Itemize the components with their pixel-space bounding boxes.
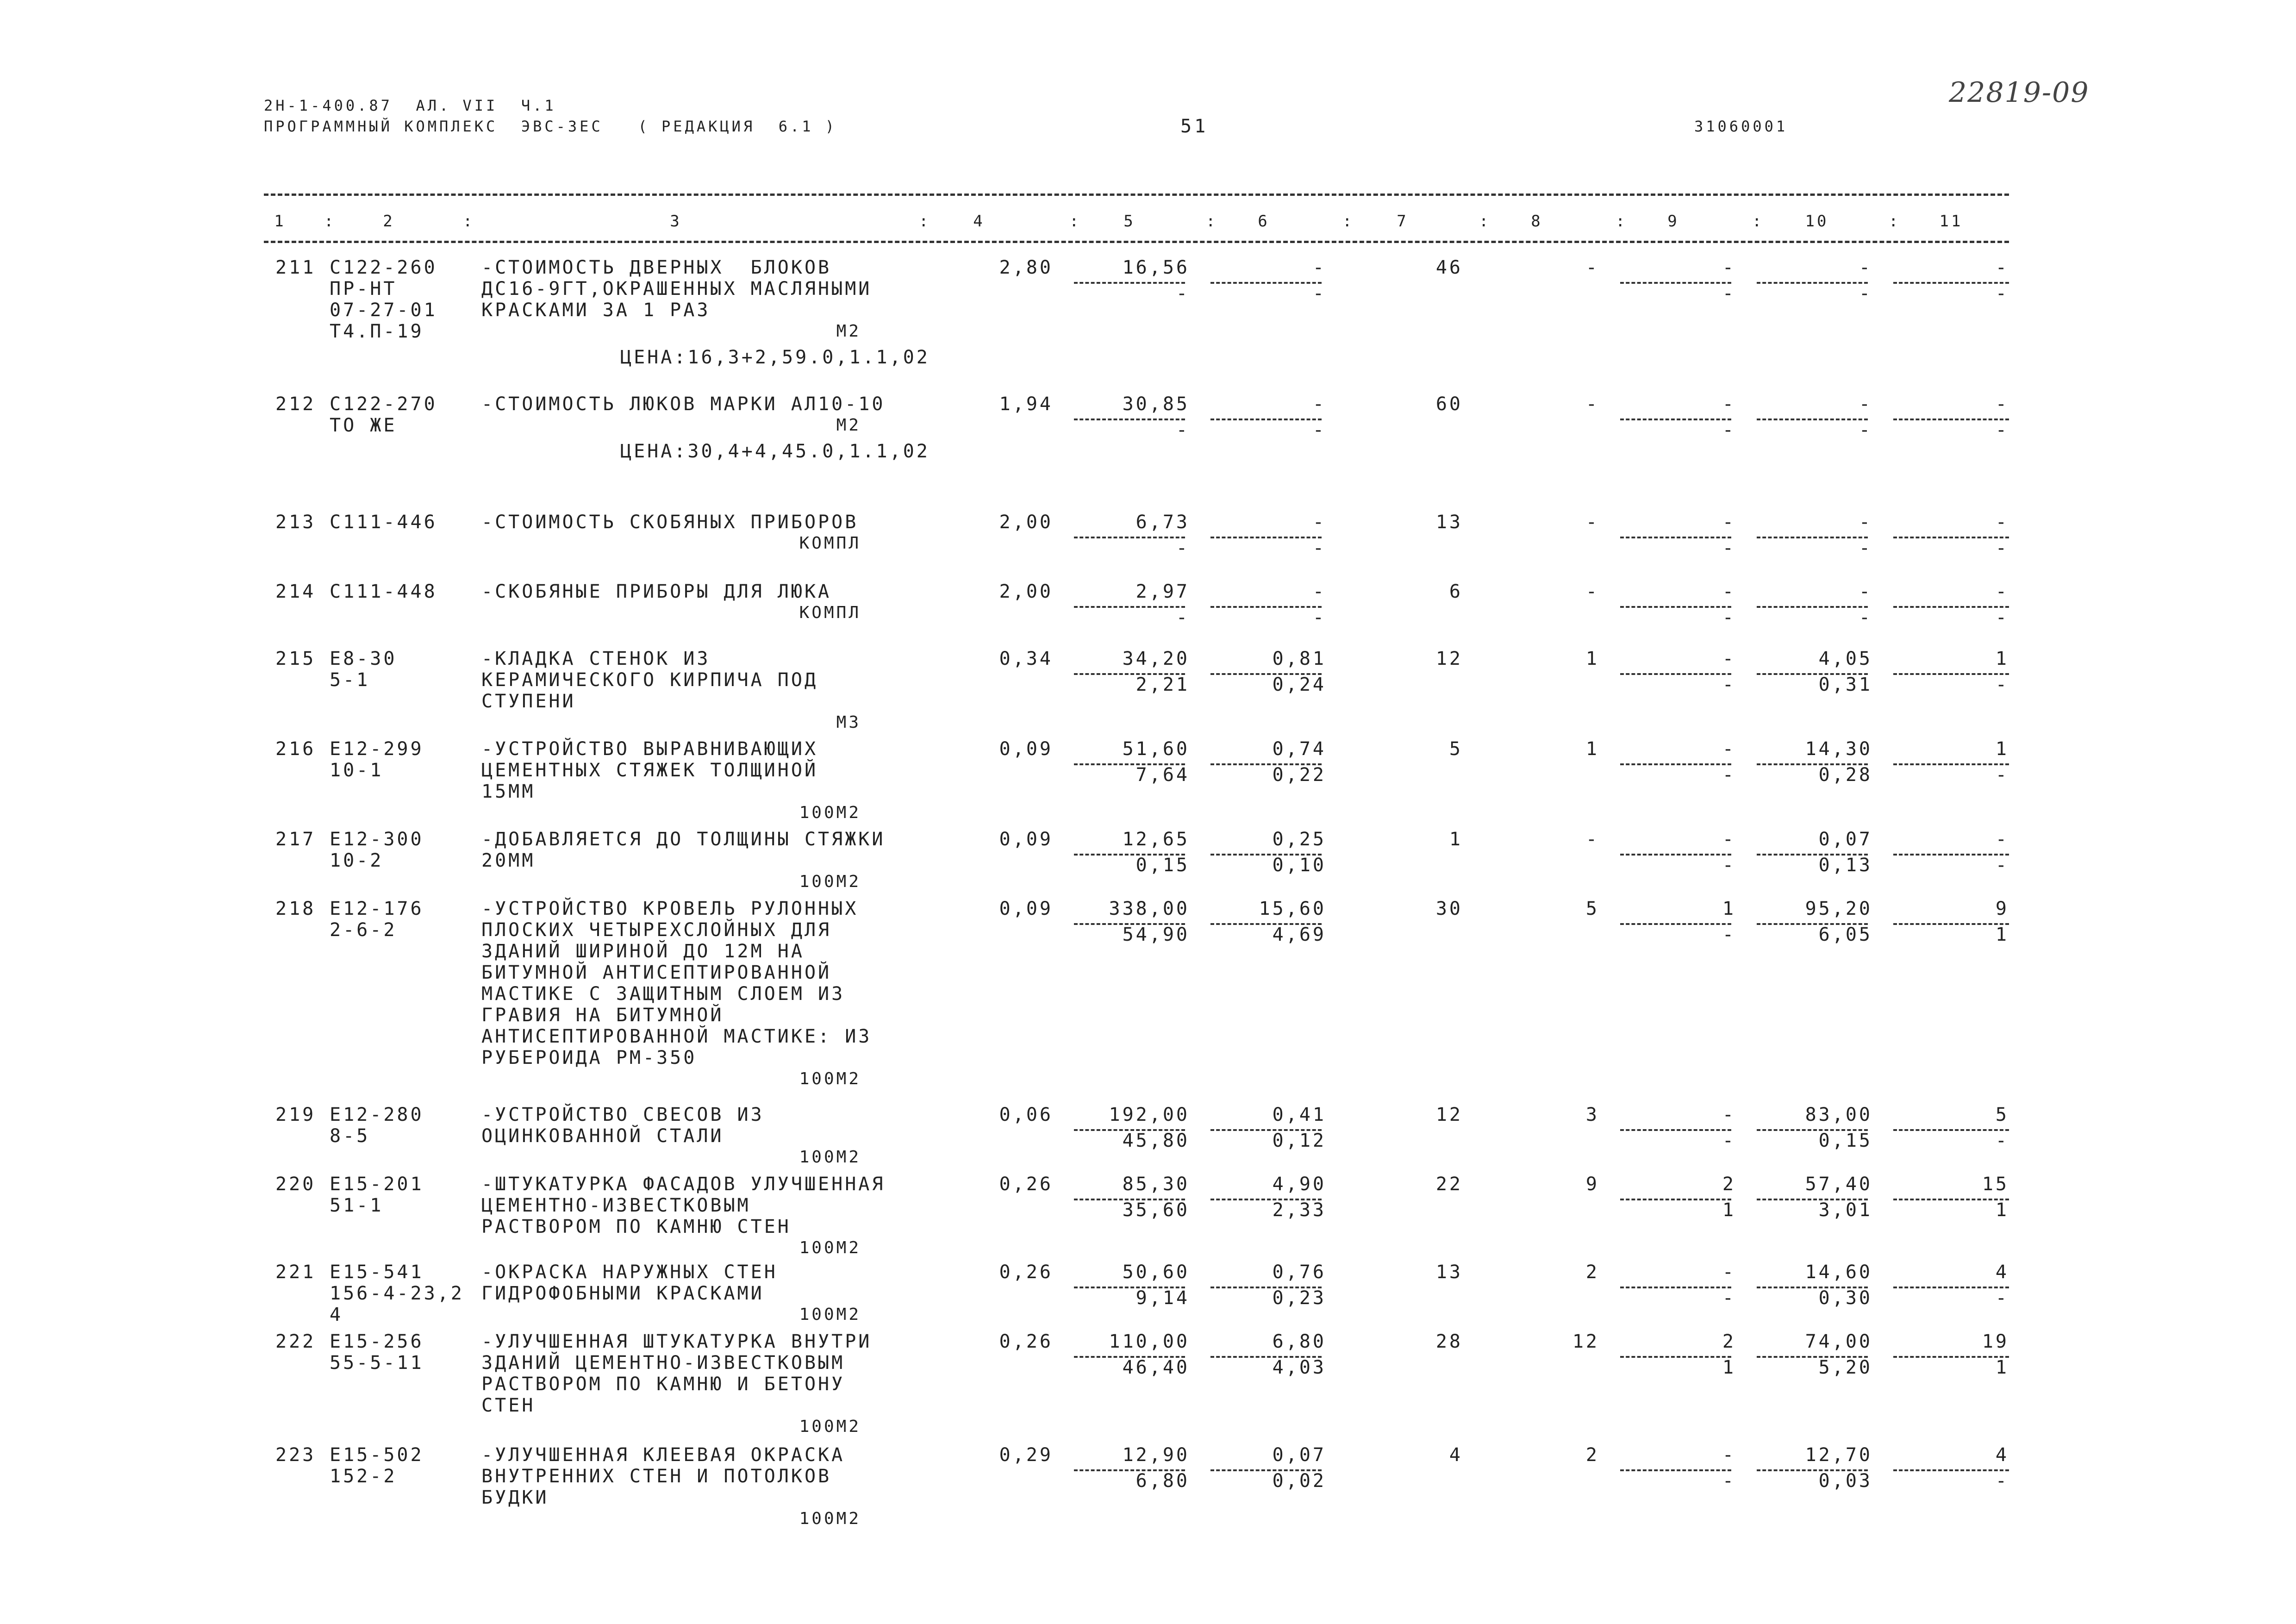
value-c6b: 0,22 [1272, 764, 1326, 786]
value-c5: 12,90 [1122, 1444, 1190, 1466]
row-number: 219 [275, 1104, 316, 1125]
value-c8: - [1585, 257, 1599, 278]
work-description: -СКОБЯНЫЕ ПРИБОРЫ ДЛЯ ЛЮКА [481, 581, 832, 602]
value-c9b: - [1722, 924, 1736, 945]
value-c9: - [1722, 738, 1736, 760]
value-c6b: 0,23 [1272, 1287, 1326, 1309]
value-c5b: 0,15 [1136, 855, 1190, 876]
work-description: 20ММ [481, 850, 536, 871]
unit: 100М2 [799, 803, 861, 822]
value-c6: 0,74 [1272, 738, 1326, 760]
value-c11: 1 [1995, 648, 2009, 669]
column-header: 4 [973, 212, 985, 231]
row-number: 218 [275, 898, 316, 919]
column-separator: : [1342, 212, 1354, 231]
work-description: -КЛАДКА СТЕНОК ИЗ [481, 648, 711, 669]
value-c5b: 54,90 [1122, 924, 1190, 945]
row-number: 212 [275, 394, 316, 415]
value-c10b: 0,31 [1818, 674, 1872, 695]
value-c9b: - [1722, 607, 1736, 628]
price-formula: ЦЕНА:30,4+4,45.0,1.1,02 [620, 441, 930, 462]
value-c8: 1 [1585, 648, 1599, 669]
value-c11b: - [1995, 764, 2009, 786]
work-description: -ДОБАВЛЯЕТСЯ ДО ТОЛЩИНЫ СТЯЖКИ [481, 829, 886, 850]
row-number: 221 [275, 1262, 316, 1283]
unit: КОМПЛ [799, 534, 861, 553]
work-description: -УЛУЧШЕННАЯ ШТУКАТУРКА ВНУТРИ [481, 1331, 872, 1352]
row-number: 217 [275, 829, 316, 850]
norm-code: С122-270 [330, 394, 437, 415]
value-c11b: 1 [1995, 1357, 2009, 1378]
value-c9b: - [1722, 1130, 1736, 1151]
value-c11: - [1995, 829, 2009, 850]
value-c7: 22 [1435, 1174, 1463, 1195]
value-c11b: - [1995, 537, 2009, 559]
value-c7: 46 [1435, 257, 1463, 278]
value-c5: 12,65 [1122, 829, 1190, 850]
norm-code: 10-1 [330, 760, 384, 781]
norm-code: Е12-280 [330, 1104, 424, 1125]
handwritten-stamp: 22819-09 [1949, 76, 2090, 109]
column-separator: : [1752, 212, 1764, 231]
column-separator: : [1889, 212, 1901, 231]
value-c10b: - [1859, 607, 1872, 628]
value-c8: 2 [1585, 1444, 1599, 1466]
value-c10: - [1859, 512, 1872, 533]
norm-code: 8-5 [330, 1125, 370, 1147]
value-c6b: - [1312, 283, 1326, 304]
value-c6b: 4,03 [1272, 1357, 1326, 1378]
work-description: СТУПЕНИ [481, 691, 576, 712]
value-c10: 14,60 [1805, 1262, 1872, 1283]
value-c5b: - [1176, 419, 1190, 441]
value-c5: 338,00 [1109, 898, 1190, 919]
value-c9: - [1722, 1444, 1736, 1466]
work-description: -СТОИМОСТЬ СКОБЯНЫХ ПРИБОРОВ [481, 512, 859, 533]
value-c11: 19 [1982, 1331, 2009, 1352]
value-c7: 5 [1449, 738, 1463, 760]
value-c9: - [1722, 829, 1736, 850]
value-c11b: - [1995, 283, 2009, 304]
value-c10: - [1859, 581, 1872, 602]
work-description: ЦЕМЕНТНО-ИЗВЕСТКОВЫМ [481, 1195, 751, 1216]
value-c8: 5 [1585, 898, 1599, 919]
value-c7: 13 [1435, 1262, 1463, 1283]
value-c4: 0,06 [999, 1104, 1053, 1125]
work-description: КРАСКАМИ ЗА 1 РАЗ [481, 300, 711, 321]
column-header: 3 [670, 212, 682, 231]
unit: 100М2 [799, 1417, 861, 1436]
value-c8: - [1585, 394, 1599, 415]
value-c8: - [1585, 512, 1599, 533]
column-separator: : [463, 212, 475, 231]
column-header: 6 [1258, 212, 1270, 231]
norm-code: Е15-502 [330, 1444, 424, 1466]
work-description: -УСТРОЙСТВО ВЫРАВНИВАЮЩИХ [481, 738, 818, 760]
value-c10: 95,20 [1805, 898, 1872, 919]
value-c10: 14,30 [1805, 738, 1872, 760]
row-number: 223 [275, 1444, 316, 1466]
value-c5: 2,97 [1136, 581, 1190, 602]
value-c5b: - [1176, 283, 1190, 304]
work-description: 15ММ [481, 781, 536, 802]
value-c10b: 0,28 [1818, 764, 1872, 786]
value-c9b: - [1722, 764, 1736, 786]
work-description: ОЦИНКОВАННОЙ СТАЛИ [481, 1125, 724, 1147]
value-c9b: 1 [1722, 1199, 1736, 1221]
header-bottom-rule [264, 241, 2009, 243]
price-formula: ЦЕНА:16,3+2,59.0,1.1,02 [620, 347, 930, 368]
value-c11: 1 [1995, 738, 2009, 760]
value-c5: 16,56 [1122, 257, 1190, 278]
value-c6: - [1312, 512, 1326, 533]
value-c5b: 35,60 [1122, 1199, 1190, 1221]
value-c5b: 6,80 [1136, 1470, 1190, 1492]
value-c11: - [1995, 581, 2009, 602]
norm-code: 2-6-2 [330, 919, 397, 941]
value-c10b: 6,05 [1818, 924, 1872, 945]
value-c7: 1 [1449, 829, 1463, 850]
unit: М2 [836, 322, 861, 341]
column-header: 2 [383, 212, 395, 231]
norm-code: ПР-НТ [330, 278, 397, 300]
norm-code: Е12-300 [330, 829, 424, 850]
row-number: 215 [275, 648, 316, 669]
value-c8: - [1585, 829, 1599, 850]
work-description: -УЛУЧШЕННАЯ КЛЕЕВАЯ ОКРАСКА [481, 1444, 845, 1466]
value-c4: 0,09 [999, 829, 1053, 850]
value-c8: 9 [1585, 1174, 1599, 1195]
value-c6: 6,80 [1272, 1331, 1326, 1352]
value-c10: 57,40 [1805, 1174, 1872, 1195]
value-c11b: 1 [1995, 1199, 2009, 1221]
value-c10: 4,05 [1818, 648, 1872, 669]
unit: 100М2 [799, 872, 861, 891]
document-code: 31060001 [1694, 118, 1788, 135]
norm-code: 4 [330, 1304, 343, 1325]
value-c11b: - [1995, 855, 2009, 876]
value-c6b: - [1312, 419, 1326, 441]
value-c5b: 7,64 [1136, 764, 1190, 786]
value-c6: 0,25 [1272, 829, 1326, 850]
value-c6b: - [1312, 607, 1326, 628]
value-c5b: 46,40 [1122, 1357, 1190, 1378]
value-c9b: - [1722, 537, 1736, 559]
value-c9: - [1722, 1262, 1736, 1283]
norm-code: 5-1 [330, 669, 370, 691]
unit: 100М2 [799, 1069, 861, 1088]
table-top-rule [264, 194, 2009, 196]
norm-code: 55-5-11 [330, 1352, 424, 1374]
column-separator: : [1479, 212, 1491, 231]
value-c9: 2 [1722, 1174, 1736, 1195]
row-number: 220 [275, 1174, 316, 1195]
value-c8: 12 [1572, 1331, 1599, 1352]
value-c6: - [1312, 257, 1326, 278]
work-description: ЦЕМЕНТНЫХ СТЯЖЕК ТОЛЩИНОЙ [481, 760, 818, 781]
value-c11b: 1 [1995, 924, 2009, 945]
value-c5: 30,85 [1122, 394, 1190, 415]
value-c5b: - [1176, 537, 1190, 559]
value-c5: 50,60 [1122, 1262, 1190, 1283]
value-c11b: - [1995, 1470, 2009, 1492]
work-description: БУДКИ [481, 1487, 549, 1508]
work-description: -СТОИМОСТЬ ЛЮКОВ МАРКИ АЛ10-10 [481, 394, 886, 415]
row-number: 222 [275, 1331, 316, 1352]
value-c9: - [1722, 394, 1736, 415]
column-header: 7 [1397, 212, 1409, 231]
value-c11: 15 [1982, 1174, 2009, 1195]
value-c4: 0,26 [999, 1174, 1053, 1195]
value-c9b: - [1722, 1470, 1736, 1492]
value-c6b: 0,10 [1272, 855, 1326, 876]
norm-code: ТО ЖЕ [330, 415, 397, 436]
column-header: 9 [1667, 212, 1679, 231]
value-c6: 4,90 [1272, 1174, 1326, 1195]
value-c6: 0,81 [1272, 648, 1326, 669]
value-c6b: 4,69 [1272, 924, 1326, 945]
work-description: СТЕН [481, 1395, 536, 1416]
value-c5: 51,60 [1122, 738, 1190, 760]
value-c4: 2,00 [999, 581, 1053, 602]
norm-code: С111-448 [330, 581, 437, 602]
value-c11: 9 [1995, 898, 2009, 919]
column-header: 10 [1805, 212, 1829, 231]
value-c10b: 0,13 [1818, 855, 1872, 876]
work-description: -СТОИМОСТЬ ДВЕРНЫХ БЛОКОВ [481, 257, 832, 278]
program-title: ПРОГРАММНЫЙ КОМПЛЕКС ЭВС-ЗЕС ( РЕДАКЦИЯ 6.1 ) [264, 118, 837, 135]
column-header: 11 [1939, 212, 1963, 231]
row-number: 214 [275, 581, 316, 602]
value-c5: 85,30 [1122, 1174, 1190, 1195]
column-separator: : [919, 212, 931, 231]
value-c6b: 0,02 [1272, 1470, 1326, 1492]
value-c10: 74,00 [1805, 1331, 1872, 1352]
work-description: ГИДРОФОБНЫМИ КРАСКАМИ [481, 1283, 764, 1304]
value-c9b: - [1722, 674, 1736, 695]
value-c6: 0,07 [1272, 1444, 1326, 1466]
unit: 100М2 [799, 1305, 861, 1324]
value-c7: 4 [1449, 1444, 1463, 1466]
value-c9b: - [1722, 1287, 1736, 1309]
value-c5b: - [1176, 607, 1190, 628]
row-number: 216 [275, 738, 316, 760]
value-c5b: 45,80 [1122, 1130, 1190, 1151]
value-c10b: 0,15 [1818, 1130, 1872, 1151]
norm-code: Е8-30 [330, 648, 397, 669]
value-c10b: 0,03 [1818, 1470, 1872, 1492]
value-c9b: - [1722, 283, 1736, 304]
value-c9: - [1722, 581, 1736, 602]
value-c8: 1 [1585, 738, 1599, 760]
value-c9: - [1722, 1104, 1736, 1125]
value-c9b: - [1722, 419, 1736, 441]
unit: М2 [836, 416, 861, 435]
value-c10: 83,00 [1805, 1104, 1872, 1125]
value-c7: 28 [1435, 1331, 1463, 1352]
unit: М3 [836, 713, 861, 732]
value-c10: 0,07 [1818, 829, 1872, 850]
value-c5: 34,20 [1122, 648, 1190, 669]
work-description: РАСТВОРОМ ПО КАМНЮ И БЕТОНУ [481, 1374, 845, 1395]
value-c7: 13 [1435, 512, 1463, 533]
row-number: 211 [275, 257, 316, 278]
value-c11: - [1995, 512, 2009, 533]
value-c5b: 2,21 [1136, 674, 1190, 695]
value-c10b: 3,01 [1818, 1199, 1872, 1221]
value-c11b: - [1995, 607, 2009, 628]
value-c10: 12,70 [1805, 1444, 1872, 1466]
value-c10: - [1859, 257, 1872, 278]
value-c11b: - [1995, 674, 2009, 695]
value-c8: - [1585, 581, 1599, 602]
work-description: ВНУТРЕННИХ СТЕН И ПОТОЛКОВ [481, 1466, 832, 1487]
norm-code: 156-4-23,2 [330, 1283, 464, 1304]
value-c10b: - [1859, 537, 1872, 559]
value-c4: 0,09 [999, 738, 1053, 760]
doc-reference: 2Н-1-400.87 АЛ. VII Ч.1 [264, 97, 556, 114]
value-c6b: 2,33 [1272, 1199, 1326, 1221]
value-c7: 30 [1435, 898, 1463, 919]
column-separator: : [1616, 212, 1628, 231]
value-c6: 0,41 [1272, 1104, 1326, 1125]
column-separator: : [324, 212, 336, 231]
work-description: АНТИСЕПТИРОВАННОЙ МАСТИКЕ: ИЗ [481, 1026, 872, 1047]
work-description: ГРАВИЯ НА БИТУМНОЙ [481, 1005, 724, 1026]
work-description: РУБЕРОИДА РМ-350 [481, 1047, 697, 1068]
norm-code: Е12-176 [330, 898, 424, 919]
norm-code: Т4.П-19 [330, 321, 424, 342]
norm-code: Е15-541 [330, 1262, 424, 1283]
work-description: ЗДАНИЙ ЦЕМЕНТНО-ИЗВЕСТКОВЫМ [481, 1352, 845, 1374]
norm-code: Е12-299 [330, 738, 424, 760]
value-c10b: 0,30 [1818, 1287, 1872, 1309]
value-c11: - [1995, 257, 2009, 278]
value-c11: 4 [1995, 1444, 2009, 1466]
value-c5: 110,00 [1109, 1331, 1190, 1352]
work-description: ДС16-9ГТ,ОКРАШЕННЫХ МАСЛЯНЫМИ [481, 278, 872, 300]
value-c9: - [1722, 512, 1736, 533]
value-c6b: 0,12 [1272, 1130, 1326, 1151]
value-c6: 15,60 [1259, 898, 1326, 919]
unit: 100М2 [799, 1238, 861, 1257]
value-c9b: 1 [1722, 1357, 1736, 1378]
value-c4: 2,00 [999, 512, 1053, 533]
norm-code: 07-27-01 [330, 300, 437, 321]
norm-code: 10-2 [330, 850, 384, 871]
value-c11b: - [1995, 1287, 2009, 1309]
norm-code: С111-446 [330, 512, 437, 533]
value-c8: 3 [1585, 1104, 1599, 1125]
value-c4: 2,80 [999, 257, 1053, 278]
value-c9b: - [1722, 855, 1736, 876]
value-c7: 12 [1435, 648, 1463, 669]
value-c6b: - [1312, 537, 1326, 559]
unit: КОМПЛ [799, 603, 861, 622]
value-c5b: 9,14 [1136, 1287, 1190, 1309]
norm-code: С122-260 [330, 257, 437, 278]
work-description: -ОКРАСКА НАРУЖНЫХ СТЕН [481, 1262, 778, 1283]
work-description: КЕРАМИЧЕСКОГО КИРПИЧА ПОД [481, 669, 818, 691]
column-header: 5 [1123, 212, 1136, 231]
value-c8: 2 [1585, 1262, 1599, 1283]
value-c4: 0,34 [999, 648, 1053, 669]
value-c11: 5 [1995, 1104, 2009, 1125]
value-c6: - [1312, 394, 1326, 415]
column-separator: : [1206, 212, 1218, 231]
unit: 100М2 [799, 1509, 861, 1528]
value-c5: 6,73 [1136, 512, 1190, 533]
value-c9: 1 [1722, 898, 1736, 919]
norm-code: 152-2 [330, 1466, 397, 1487]
work-description: ПЛОСКИХ ЧЕТЫРЕХСЛОЙНЫХ ДЛЯ [481, 919, 832, 941]
column-header: 1 [274, 212, 286, 231]
column-header: 8 [1531, 212, 1543, 231]
value-c11b: - [1995, 1130, 2009, 1151]
value-c10b: - [1859, 419, 1872, 441]
value-c9: 2 [1722, 1331, 1736, 1352]
value-c4: 0,26 [999, 1262, 1053, 1283]
work-description: -УСТРОЙСТВО СВЕСОВ ИЗ [481, 1104, 764, 1125]
work-description: РАСТВОРОМ ПО КАМНЮ СТЕН [481, 1216, 791, 1237]
value-c6: 0,76 [1272, 1262, 1326, 1283]
value-c11: 4 [1995, 1262, 2009, 1283]
norm-code: Е15-201 [330, 1174, 424, 1195]
value-c7: 12 [1435, 1104, 1463, 1125]
value-c9: - [1722, 257, 1736, 278]
value-c4: 0,26 [999, 1331, 1053, 1352]
column-separator: : [1069, 212, 1081, 231]
value-c10b: - [1859, 283, 1872, 304]
work-description: МАСТИКЕ С ЗАЩИТНЫМ СЛОЕМ ИЗ [481, 983, 845, 1005]
value-c11: - [1995, 394, 2009, 415]
norm-code: Е15-256 [330, 1331, 424, 1352]
norm-code: 51-1 [330, 1195, 384, 1216]
value-c7: 60 [1435, 394, 1463, 415]
work-description: ЗДАНИЙ ШИРИНОЙ ДО 12М НА [481, 941, 805, 962]
value-c7: 6 [1449, 581, 1463, 602]
value-c4: 0,29 [999, 1444, 1053, 1466]
unit: 100М2 [799, 1148, 861, 1167]
value-c11b: - [1995, 419, 2009, 441]
row-number: 213 [275, 512, 316, 533]
value-c9: - [1722, 648, 1736, 669]
work-description: -ШТУКАТУРКА ФАСАДОВ УЛУЧШЕННАЯ [481, 1174, 886, 1195]
work-description: -УСТРОЙСТВО КРОВЕЛЬ РУЛОННЫХ [481, 898, 859, 919]
value-c4: 0,09 [999, 898, 1053, 919]
value-c10: - [1859, 394, 1872, 415]
value-c10b: 5,20 [1818, 1357, 1872, 1378]
value-c5: 192,00 [1109, 1104, 1190, 1125]
value-c6b: 0,24 [1272, 674, 1326, 695]
value-c4: 1,94 [999, 394, 1053, 415]
value-c6: - [1312, 581, 1326, 602]
page-number: 51 [1180, 116, 1209, 137]
work-description: БИТУМНОЙ АНТИСЕПТИРОВАННОЙ [481, 962, 832, 983]
